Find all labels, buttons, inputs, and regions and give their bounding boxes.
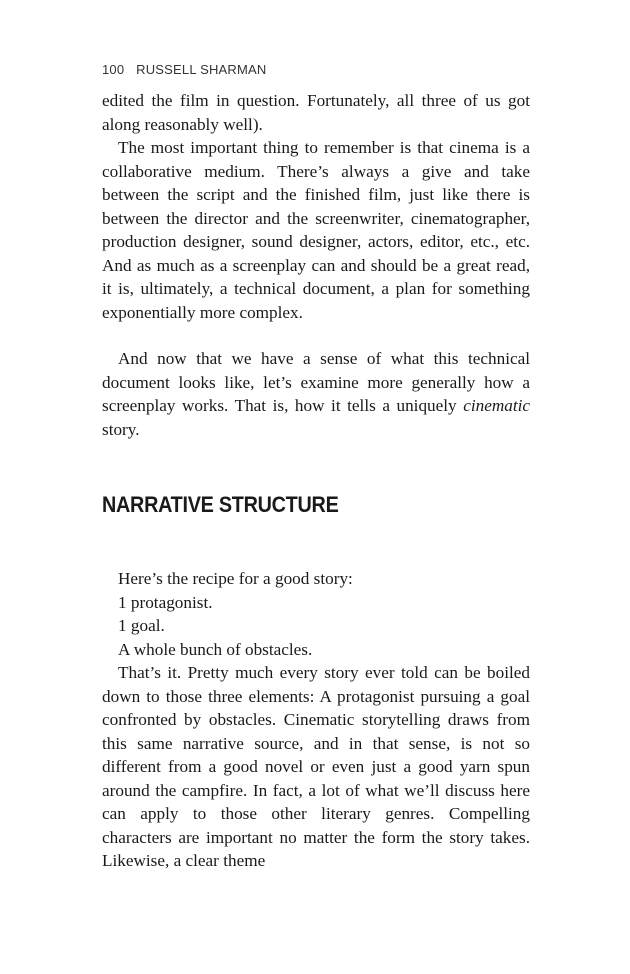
emphasis-cinematic: cinematic	[463, 396, 531, 415]
recipe-list	[102, 567, 530, 661]
paragraph-technical-document	[102, 347, 530, 441]
section-heading: NARRATIVE STRUCTURE	[102, 492, 339, 517]
paragraph-text: And now that we have a sense of what this technical document looks like, let’s examine more generally how a screenplay works. That is, how it tells a uniquely	[102, 349, 530, 415]
recipe-item: 1 protagonist.	[118, 592, 213, 612]
paragraph-thats-it: That’s it. Pretty much every story ever told can be boiled down to those three elements: A protagonist pursuing a goal confronted by obstacles. Cinematic storytelling draws from this same narrative source, and in that sense, is not so different from a good novel or even just a good yarn spun around the campfire. In fact, a lot of what we’ll discuss here can apply to those other literary genres. Compelling characters are important no matter the form the story takes. Likewise, a clear theme	[102, 663, 530, 870]
paragraph-continuation: edited the film in question. Fortunately, all three of us got along reasonably well).	[102, 91, 530, 134]
recipe-item: 1 goal.	[118, 616, 165, 635]
paragraph-collaborative-medium: The most important thing to remember is that cinema is a collaborative medium. There’s always a give and take between the script and the finished film, just like there is between the director and the screenwriter, cinematographer, production designer, sound designer, actors, editor, etc., etc. And as much as a screenplay can and should be a great read, it is, ultimately, a technical document, a plan for something exponentially more complex.	[102, 138, 530, 322]
recipe-item: A whole bunch of obstacles.	[118, 639, 313, 659]
page-number: 100	[102, 62, 125, 77]
author-name: RUSSELL SHARMAN	[136, 62, 267, 77]
paragraph-text-end: story.	[102, 419, 140, 439]
running-head	[102, 62, 267, 77]
recipe-intro: Here’s the recipe for a good story:	[118, 569, 353, 588]
